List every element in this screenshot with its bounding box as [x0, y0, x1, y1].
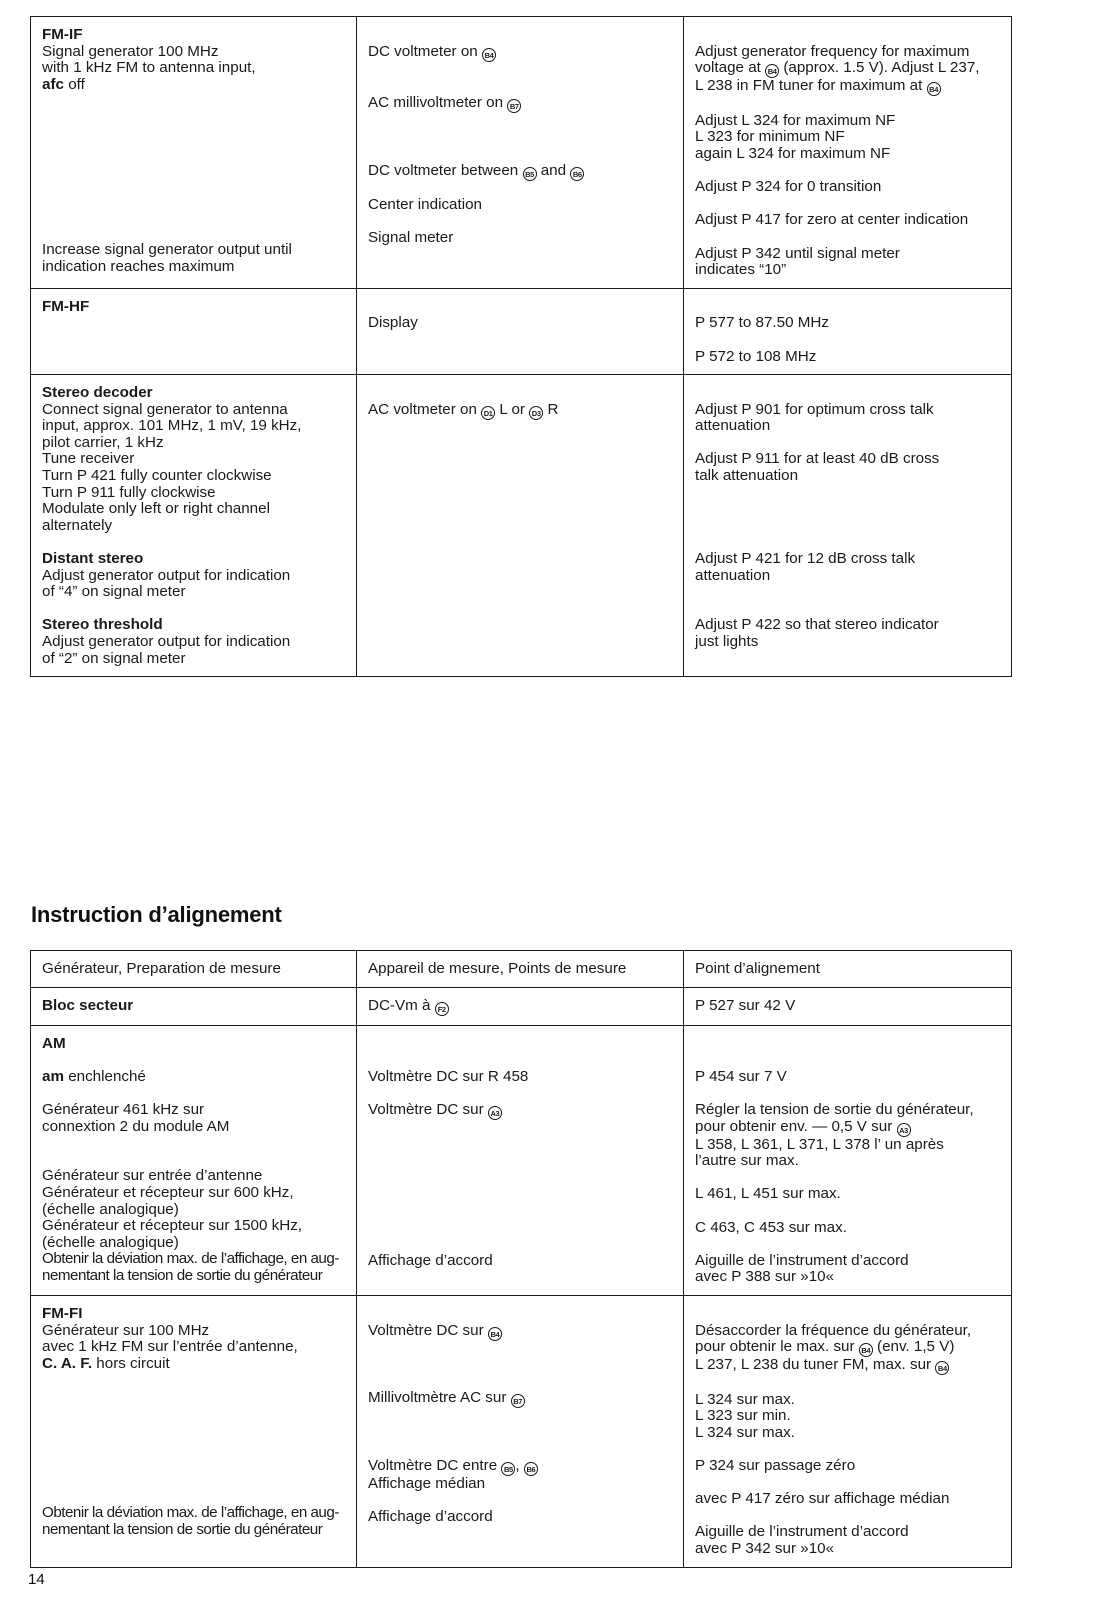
text-line: Aiguille de l’instrument d’accord	[695, 1251, 909, 1269]
test-point-b7-icon: B7	[511, 1394, 525, 1408]
text-line: P 572 to 108 MHz	[695, 347, 817, 365]
text-line: Signal meter	[368, 229, 454, 247]
text-line: Adjust P 324 for 0 transition	[695, 178, 882, 196]
text-line: Adjust P 421 for 12 dB cross talk	[695, 550, 916, 568]
section-heading: AM	[42, 1034, 66, 1052]
table-row	[31, 17, 1012, 289]
text-line: Générateur sur entrée d’antenne	[42, 1167, 263, 1185]
text-line: Adjust P 911 for at least 40 dB cross	[695, 450, 940, 468]
text-line: (échelle analogique)	[42, 1233, 179, 1251]
text-line: Signal generator 100 MHz	[42, 42, 219, 60]
test-point-b4-icon: B4	[935, 1361, 949, 1375]
text-line: avec P 417 zéro sur affichage médian	[695, 1490, 950, 1508]
cell-measuring-point	[357, 987, 684, 1025]
text-line: pour obtenir env. — 0,5 V sur	[695, 1117, 893, 1135]
text-line: of “4” on signal meter	[42, 583, 186, 601]
text-line: Center indication	[368, 196, 482, 214]
text-line: Increase signal generator output until	[42, 241, 292, 259]
test-point-b7-icon: B7	[507, 99, 521, 113]
text-line: attenuation	[695, 566, 771, 584]
cell-generator	[31, 375, 357, 677]
text-line: and	[540, 161, 567, 179]
text-line: indication reaches maximum	[42, 257, 235, 275]
text-line: DC voltmeter between	[368, 161, 519, 179]
cell-measuring-point	[357, 1025, 684, 1295]
text-line: Adjust L 324 for maximum NF	[695, 111, 896, 129]
text-line: Obtenir la déviation max. de l’affichage, en aug-	[42, 1250, 339, 1268]
text-line: alternately	[42, 516, 113, 534]
text-line: P 577 to 87.50 MHz	[695, 314, 829, 332]
cell-generator	[31, 987, 357, 1025]
text-line: (échelle analogique)	[42, 1200, 179, 1218]
text-line: Adjust generator output for indication	[42, 566, 291, 584]
test-point-d3-icon: D3	[529, 406, 543, 420]
test-point-b5-icon: B5	[501, 1462, 515, 1476]
text-line: ,	[515, 1457, 520, 1475]
text-line: Obtenir la déviation max. de l’affichage, en aug-	[42, 1504, 339, 1522]
text-line: Générateur et récepteur sur 1500 kHz,	[42, 1217, 303, 1235]
cell-alignment-point	[684, 375, 1012, 677]
text-line: Voltmètre DC entre	[368, 1457, 498, 1475]
page-number: 14	[28, 1571, 45, 1588]
table-row	[31, 375, 1012, 677]
section-title: Instruction d’alignement	[31, 902, 282, 927]
text-line: avec P 342 sur »10«	[695, 1540, 835, 1558]
text-line: indicates “10”	[695, 261, 787, 279]
test-point-b4-icon: B4	[765, 64, 779, 78]
text-line: just lights	[695, 633, 759, 651]
text-line: avec P 388 sur »10«	[695, 1268, 835, 1286]
cell-measuring-point	[357, 1295, 684, 1567]
am-label: am	[42, 1067, 64, 1085]
test-point-a3-icon: A3	[488, 1106, 502, 1120]
text-line: DC-Vm à	[368, 996, 431, 1014]
text-line: Régler la tension de sortie du générateur,	[695, 1100, 974, 1118]
text-line: Turn P 421 fully counter clockwise	[42, 467, 272, 485]
text-line: enchlenché	[68, 1067, 146, 1085]
cell-alignment-point	[684, 1025, 1012, 1295]
test-point-b6-icon: B6	[570, 167, 584, 181]
text-line: L 237, L 238 du tuner FM, max. sur	[695, 1356, 932, 1374]
table-row	[31, 1295, 1012, 1567]
column-header: Générateur, Preparation de mesure	[31, 951, 357, 988]
text-line: voltage at	[695, 59, 761, 77]
test-point-b4-icon: B4	[927, 82, 941, 96]
text-line: nementant la tension de sortie du générateur	[42, 1520, 323, 1538]
text-line: DC voltmeter on	[368, 42, 478, 60]
text-line: L 358, L 361, L 371, L 378 l’ un après	[695, 1135, 944, 1153]
test-point-b4-icon: B4	[859, 1343, 873, 1357]
text-line: pour obtenir le max. sur	[695, 1338, 855, 1356]
text-line: Affichage d’accord	[368, 1508, 493, 1526]
text-line: Voltmètre DC sur R 458	[368, 1067, 529, 1085]
text-line: connextion 2 du module AM	[42, 1117, 230, 1135]
text-line: Display	[368, 314, 418, 332]
section-heading: Bloc secteur	[42, 996, 134, 1014]
text-line: Voltmètre DC sur	[368, 1100, 484, 1118]
text-line: again L 324 for maximum NF	[695, 144, 891, 162]
text-line: off	[68, 75, 85, 93]
text-line: C 463, C 453 sur max.	[695, 1218, 847, 1236]
text-line: Affichage d’accord	[368, 1251, 493, 1269]
test-point-b5-icon: B5	[523, 167, 537, 181]
text-line: P 324 sur passage zéro	[695, 1457, 856, 1475]
column-header: Appareil de mesure, Points de mesure	[357, 951, 684, 988]
alignment-table-french	[30, 950, 1012, 1568]
text-line: Adjust P 342 until signal meter	[695, 244, 900, 262]
text-line: Adjust P 422 so that stereo indicator	[695, 616, 939, 634]
cell-alignment-point	[684, 1295, 1012, 1567]
section-heading: FM-IF	[42, 26, 83, 43]
text-line: L 323 sur min.	[695, 1407, 791, 1425]
text-line: AC millivoltmeter on	[368, 93, 504, 111]
text-line: talk attenuation	[695, 467, 799, 485]
text-line: AC voltmeter on	[368, 400, 477, 418]
section-heading: Stereo threshold	[42, 616, 163, 634]
text-line: with 1 kHz FM to antenna input,	[42, 59, 256, 77]
text-line: Générateur et récepteur sur 600 kHz,	[42, 1183, 294, 1201]
text-line: Adjust generator frequency for maximum	[695, 42, 970, 60]
afc-label: afc	[42, 75, 64, 93]
text-line: L 324 sur max.	[695, 1390, 795, 1408]
cell-measuring-point	[357, 17, 684, 289]
alignment-table-english	[30, 16, 1012, 677]
text-line: Modulate only left or right channel	[42, 500, 270, 518]
cell-alignment-point: P 527 sur 42 V	[684, 987, 1012, 1025]
cell-generator	[31, 1025, 357, 1295]
text-line: avec 1 kHz FM sur l’entrée d’antenne,	[42, 1338, 298, 1356]
cell-generator	[31, 1295, 357, 1567]
text-line: nementant la tension de sortie du générateur	[42, 1266, 323, 1284]
test-point-a3-icon: A3	[897, 1123, 911, 1137]
test-point-b6-icon: B6	[524, 1462, 538, 1476]
cell-measuring-point	[357, 288, 684, 374]
text-line: R	[547, 400, 559, 418]
test-point-b4-icon: B4	[488, 1327, 502, 1341]
text-line: Générateur sur 100 MHz	[42, 1321, 210, 1339]
cell-alignment-point	[684, 17, 1012, 289]
text-line: (env. 1,5 V)	[877, 1338, 955, 1356]
text-line: Adjust P 901 for optimum cross talk	[695, 400, 934, 418]
test-point-b4-icon: B4	[482, 48, 496, 62]
text-line: Désaccorder la fréquence du générateur,	[695, 1321, 972, 1339]
text-line: of “2” on signal meter	[42, 649, 186, 667]
text-line: pilot carrier, 1 kHz	[42, 433, 164, 451]
cell-generator	[31, 288, 357, 374]
text-line: Turn P 911 fully clockwise	[42, 483, 216, 501]
text-line: Voltmètre DC sur	[368, 1321, 484, 1339]
text-line: Tune receiver	[42, 450, 135, 468]
cell-measuring-point	[357, 375, 684, 677]
text-line: P 454 sur 7 V	[695, 1067, 787, 1085]
section-heading: Stereo decoder	[42, 384, 153, 402]
cell-alignment-point	[684, 288, 1012, 374]
section-heading: FM-FI	[42, 1304, 83, 1322]
text-line: L or	[499, 400, 525, 418]
text-line: (approx. 1.5 V). Adjust L 237,	[783, 59, 980, 77]
text-line: attenuation	[695, 417, 771, 435]
table-header-row	[31, 951, 1012, 988]
text-line: Millivoltmètre AC sur	[368, 1389, 507, 1407]
test-point-d1-icon: D1	[481, 406, 495, 420]
table-row	[31, 987, 1012, 1025]
text-line: Générateur 461 kHz sur	[42, 1100, 205, 1118]
text-line: Adjust generator output for indication	[42, 633, 291, 650]
text-line: L 323 for minimum NF	[695, 128, 845, 146]
column-header: Point d’alignement	[684, 951, 1012, 988]
text-line: Affichage médian	[368, 1475, 486, 1493]
table-row	[31, 1025, 1012, 1295]
test-point-f2-icon: F2	[435, 1002, 449, 1016]
table-row	[31, 288, 1012, 374]
text-line: Adjust P 417 for zero at center indication	[695, 211, 969, 229]
text-line: L 238 in FM tuner for maximum at	[695, 77, 923, 95]
caf-label: C. A. F.	[42, 1354, 93, 1372]
text-line: hors circuit	[96, 1354, 170, 1372]
cell-generator	[31, 17, 357, 289]
text-line: l’autre sur max.	[695, 1152, 799, 1170]
text-line: L 324 sur max.	[695, 1423, 795, 1441]
text-line: L 461, L 451 sur max.	[695, 1185, 841, 1203]
text-line: Aiguille de l’instrument d’accord	[695, 1523, 909, 1541]
text-line: input, approx. 101 MHz, 1 mV, 19 kHz,	[42, 417, 302, 435]
section-heading: Distant stereo	[42, 550, 144, 568]
section-heading: FM-HF	[42, 297, 90, 315]
text-line: Connect signal generator to antenna	[42, 400, 288, 418]
